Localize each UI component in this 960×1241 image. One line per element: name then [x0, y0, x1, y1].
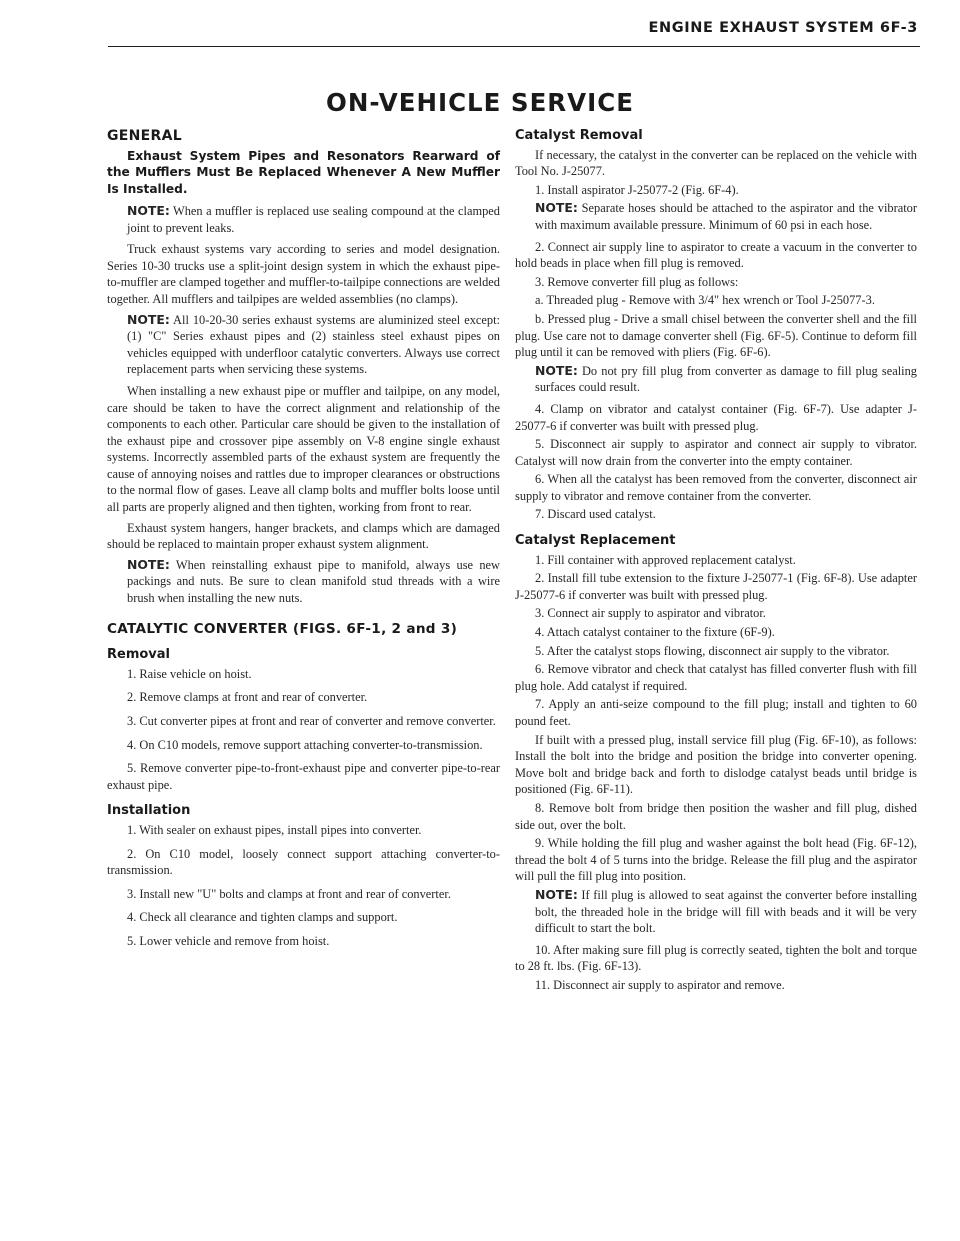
note — [127, 557, 500, 607]
step-item: 8. Remove bolt from bridge then position the washer and fill plug, dished side out, over the bolt. — [515, 800, 917, 832]
paragraph: If built with a pressed plug, install service fill plug (Fig. 6F-10), as follows: Install the bolt into the bridge and position the bridge into converter opening. Move bolt and bridge back and forth to dislodge catalyst beads until bridge is positioned (Fig. 6F-11). — [515, 732, 917, 797]
paragraph: If necessary, the catalyst in the converter can be replaced on the vehicle with Tool No. J-25077. — [515, 147, 917, 179]
note-label: NOTE: — [535, 362, 578, 378]
section-title: ON-VEHICLE SERVICE — [326, 88, 634, 117]
paragraph: Truck exhaust systems vary according to series and model designation. Series 10-30 trucks use a split-joint design system in which the exhaust pipe-to-muffler are clamped together and muffler-to-tailpipe connections are welded together. All mufflers and tailpipes are welded assemblies (no clamps). — [107, 242, 500, 306]
note-label: NOTE: — [127, 202, 170, 218]
catalytic-converter-heading: CATALYTIC CONVERTER (FIGS. 6F-1, 2 and 3) — [107, 620, 458, 637]
note-text: If fill plug is allowed to seat against the converter before installing bolt, the threaded hole in the bridge will fill with beads and it will be very difficult to start the bolt. — [535, 887, 917, 936]
right-column — [515, 128, 917, 996]
step-item: 9. While holding the fill plug and washer against the bolt head (Fig. 6F-12), thread the bolt 4 of 5 turns into the bridge. Release the fill plug and the aspirator will pull the fill plug into position. — [515, 836, 917, 884]
note — [127, 203, 500, 236]
note-text: Do not pry fill plug from converter as damage to fill plug sealing surfaces could result. — [535, 363, 917, 395]
paragraph: When installing a new exhaust pipe or muffler and tailpipe, on any model, care should be taken to have the correct alignment and relationship of the components to each other. Particular care should be given to the installation of the exhaust pipe and crossover pipe assembly on V-8 engine single exhaust systems. Incorrectly assembled parts of the exhaust system are frequently the cause of annoying noises and rattles due to improper clearances or obstructions to the normal flow of gases. Leave all clamp bolts and muffler bolts loose until all parts are properly aligned and then tighten, working from front to rear. — [107, 383, 500, 515]
note-text: When reinstalling exhaust pipe to manifold, always use new packings and nuts. Be sure to clean manifold stud threads with a wire brush when installing the new nuts. — [127, 557, 500, 606]
step-item: 10. After making sure fill plug is correctly seated, tighten the bolt and torque to 28 ft. lbs. (Fig. 6F-13). — [515, 942, 917, 974]
step-item: b. Pressed plug - Drive a small chisel between the converter shell and the fill plug. Use care not to damage converter shell (Fig. 6F-5). Continue to deform fill plug until it can be removed with pliers (Fig. 6F-6). — [515, 311, 917, 360]
catalyst-replacement-heading: Catalyst Replacement — [515, 533, 676, 549]
note-text: All 10-20-30 series exhaust systems are aluminized steel except: (1) "C" Series exhaust pipes and (2) stainless steel exhaust pipes on vehicles equipped with underfloor catalytic converters. Always use correct replacement parts when servicing these systems. — [127, 312, 500, 377]
step-item: 4. Clamp on vibrator and catalyst container (Fig. 6F-7). Use adapter J-25077-6 if converter was built with pressed plug. — [515, 401, 917, 433]
step-item: 1. Raise vehicle on hoist. — [127, 666, 252, 681]
step-item: 7. Discard used catalyst. — [535, 507, 656, 522]
step-item: 5. After the catalyst stops flowing, disconnect air supply to the vibrator. — [535, 643, 890, 658]
running-header: ENGINE EXHAUST SYSTEM 6F-3 — [648, 20, 918, 36]
step-item: 2. Install fill tube extension to the fixture J-25077-1 (Fig. 6F-8). Use adapter J-25077-6 if converter was built with pressed plug. — [515, 571, 917, 602]
step-item: 4. Check all clearance and tighten clamps and support. — [127, 910, 398, 925]
header-rule — [108, 46, 920, 47]
installation-heading: Installation — [107, 803, 191, 819]
note-label: NOTE: — [127, 556, 170, 572]
note-label: NOTE: — [535, 200, 578, 216]
step-item: 2. On C10 model, loosely connect support attaching converter-to-transmission. — [107, 846, 500, 878]
note-text: Separate hoses should be attached to the aspirator and the vibrator with maximum available pressure. Minimum of 60 psi in each hose. — [535, 201, 917, 232]
step-item: 3. Remove converter fill plug as follows: — [535, 274, 739, 289]
step-item: 6. Remove vibrator and check that catalyst has filled converter flush with fill plug hole. Add catalyst if required. — [515, 662, 917, 693]
note-text: When a muffler is replaced use sealing compound at the clamped joint to prevent leaks. — [127, 203, 500, 235]
step-item: 3. Cut converter pipes at front and rear of converter and remove converter. — [127, 714, 496, 729]
step-item: 11. Disconnect air supply to aspirator and remove. — [535, 977, 785, 992]
general-heading: GENERAL — [107, 128, 182, 144]
step-item: 2. Connect air supply line to aspirator to create a vacuum in the converter to hold beads in place when fill plug is removed. — [515, 239, 917, 271]
step-item: 3. Install new "U" bolts and clamps at front and rear of converter. — [127, 886, 451, 901]
note-label: NOTE: — [127, 311, 170, 327]
step-item: 4. Attach catalyst container to the fixture (6F-9). — [535, 625, 775, 640]
step-item: a. Threaded plug - Remove with 3/4" hex wrench or Tool J-25077-3. — [535, 293, 875, 308]
step-item: 1. Fill container with approved replacement catalyst. — [535, 552, 796, 567]
step-item: 1. Install aspirator J-25077-2 (Fig. 6F-4). — [535, 182, 739, 197]
step-item: 1. With sealer on exhaust pipes, install pipes into converter. — [127, 822, 422, 837]
note — [535, 887, 917, 937]
step-item: 2. Remove clamps at front and rear of converter. — [127, 690, 368, 705]
general-subheading: Exhaust System Pipes and Resonators Rearward of the Mufflers Must Be Replaced Whenever A New Muffler Is Installed. — [107, 148, 500, 197]
step-item: 3. Connect air supply to aspirator and vibrator. — [535, 606, 766, 621]
installation-steps — [107, 822, 500, 950]
paragraph: Exhaust system hangers, hanger brackets, and clamps which are damaged should be replaced to maintain proper exhaust system alignment. — [107, 520, 500, 552]
note — [535, 200, 917, 233]
note-label: NOTE: — [535, 886, 578, 902]
catalyst-removal-heading: Catalyst Removal — [515, 128, 643, 143]
removal-steps — [107, 666, 500, 794]
step-item: 6. When all the catalyst has been removed from the converter, disconnect air supply to vibrator and remove container from the converter. — [515, 472, 917, 503]
step-item: 4. On C10 models, remove support attaching converter-to-transmission. — [127, 737, 483, 752]
step-item: 5. Remove converter pipe-to-front-exhaust pipe and converter pipe-to-rear exhaust pipe. — [107, 761, 500, 792]
step-item: 5. Lower vehicle and remove from hoist. — [127, 933, 330, 948]
removal-heading: Removal — [107, 647, 171, 663]
step-item: 7. Apply an anti-seize compound to the fill plug; install and tighten to 60 pound feet. — [515, 697, 917, 728]
step-item: 5. Disconnect air supply to aspirator and connect air supply to vibrator. Catalyst will now drain from the converter into the empty container. — [515, 437, 917, 468]
left-column — [107, 128, 500, 957]
note — [535, 363, 917, 396]
note — [127, 312, 500, 378]
